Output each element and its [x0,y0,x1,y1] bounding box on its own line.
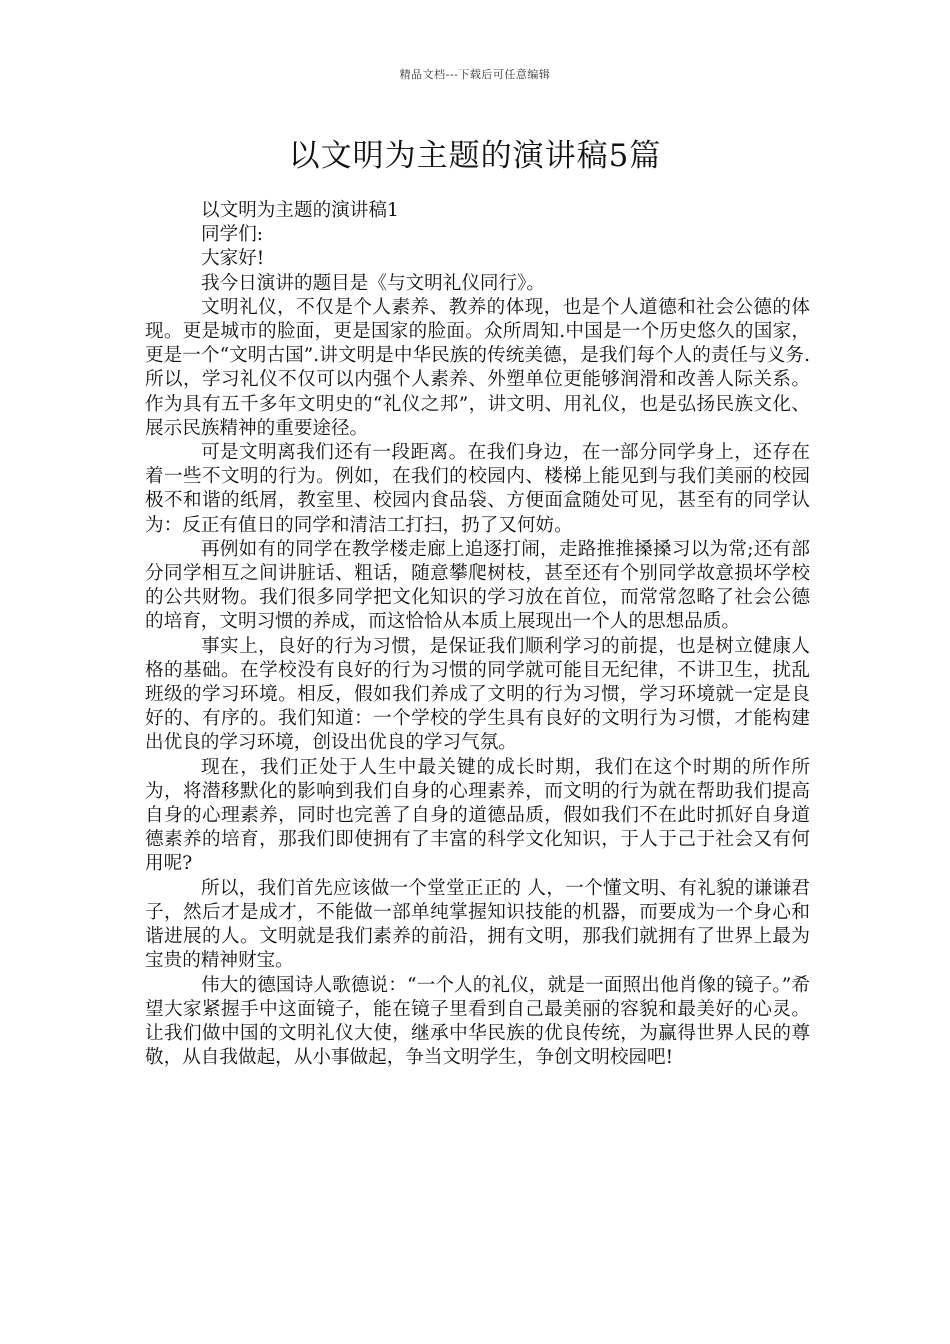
speech-subtitle: 以文明为主题的演讲稿1 [201,200,399,221]
paragraph: 所以，我们首先应该做一个堂堂正正的 人，一个懂文明、有礼貌的谦谦君子，然后才是成才，不能做一部单纯掌握知识技能的机器，而要成为一个身心和谐进展的人。文明就是我们素养的前沿，拥有文明，那我们就拥有了世界上最为宝贵的精神财宝。 [145,877,810,972]
speech-topic: 我今日演讲的题目是《与文明礼仪同行》。 [201,272,545,294]
paragraph: 可是文明离我们还有一段距离。在我们身边，在一部分同学身上，还存在着一些不文明的行为。例如，在我们的校园内、楼梯上能见到与我们美丽的校园极不和谐的纸屑，教室里、校园内食品袋、方便面盒随处可见，甚至有的同学认为：反正有值日的同学和清洁工打扫，扔了又何妨。 [145,442,810,536]
paragraph: 事实上，良好的行为习惯，是保证我们顺利学习的前提，也是树立健康人格的基础。在学校没有良好的行为习惯的同学就可能目无纪律，不讲卫生，扰乱班级的学习环境。相反，假如我们养成了文明的行为习惯，学习环境就一定是良好的、有序的。我们知道：一个学校的学生具有良好的文明行为习惯，才能构建出优良的学习环境，创设出优良的学习气氛。 [145,635,810,754]
header-note: 精品文档---下载后可任意编辑 [399,68,551,81]
greeting-students: 同学们: [201,224,264,246]
document-body [145,199,810,1070]
paragraph: 现在，我们正处于人生中最关键的成长时期，我们在这个时期的所作所为，将潜移默化的影响到我们自身的心理素养，而文明的行为就在帮助我们提高自身的心理素养，同时也完善了自身的道德品质，假如我们不在此时抓好自身道德素养的培育，那我们即使拥有了丰富的科学文化知识，于人于己于社会又有何用呢? [145,756,810,875]
paragraph: 文明礼仪，不仅是个人素养、教养的体现，也是个人道德和社会公德的体现。更是城市的脸面，更是国家的脸面。众所周知.中国是一个历史悠久的国家，更是一个“文明古国”.讲文明是中华民族的传统美德，是我们每个人的责任与义务.所以，学习礼仪不仅可以内强个人素养、外塑单位更能够润滑和改善人际关系。作为具有五千多年文明史的“礼仪之邦”，讲文明、用礼仪，也是弘扬民族文化、展示民族精神的重要途径。 [145,296,810,439]
paragraph: 再例如有的同学在教学楼走廊上追逐打闹，走路推推搡搡习以为常;还有部分同学相互之间讲脏话、粗话，随意攀爬树枝，甚至还有个别同学故意损坏学校的公共财物。我们很多同学把文化知识的学习放在首位，而常常忽略了社会公德的培育，文明习惯的养成，而这恰恰从本质上展现出一个人的思想品质。 [145,538,810,633]
greeting-everyone: 大家好! [201,248,265,270]
paragraph: 伟大的德国诗人歌德说：“一个人的礼仪，就是一面照出他肖像的镜子。”希望大家紧握手中这面镜子，能在镜子里看到自己最美丽的容貌和最美好的心灵。让我们做中国的文明礼仪大使，继承中华民族的优良传统，为赢得世界人民的尊敬，从自我做起，从小事做起，争当文明学生，争创文明校园吧! [145,974,810,1069]
document-title: 以文明为主题的演讲稿5篇 [288,138,662,174]
